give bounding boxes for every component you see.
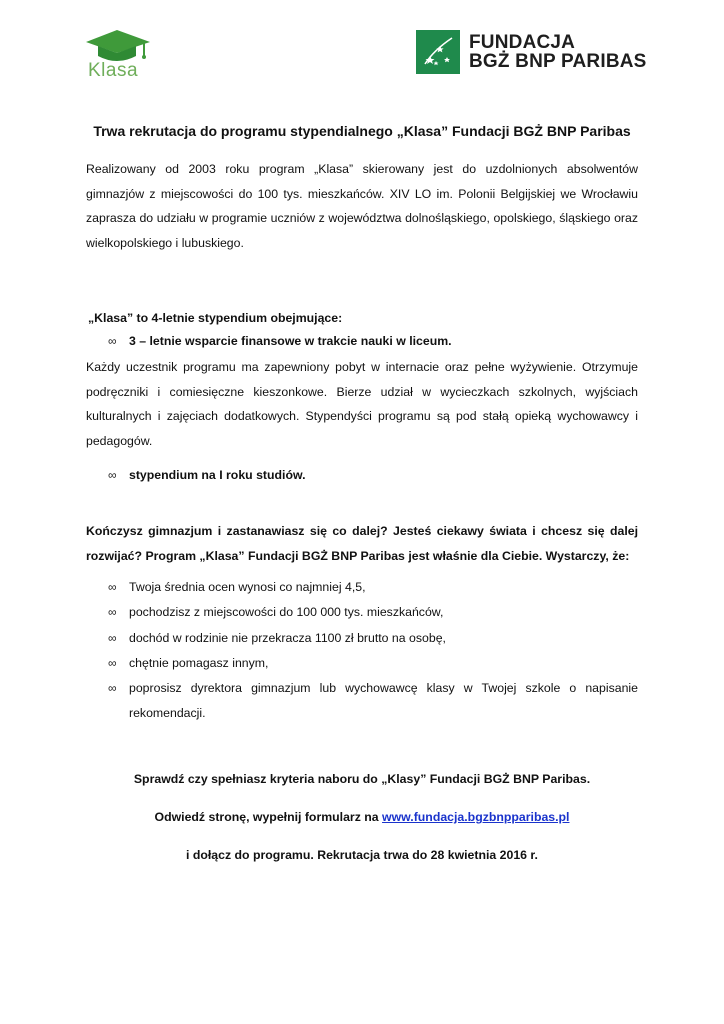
page-title: Trwa rekrutacja do programu stypendialnego „Klasa” Fundacji BGŻ BNP Paribas	[93, 123, 631, 139]
infinity-bullet-icon: ∞	[108, 605, 117, 619]
scholarship-item-label: stypendium na I roku studiów.	[129, 468, 306, 482]
intro-paragraph: Realizowany od 2003 roku program „Klasa” skierowany jest do uzdolnionych absolwentów gimnazjów z miejscowości do 100 tys. mieszkańców. XIV LO im. Polonii Belgijskiej we Wrocławiu zaprasza do udziału w programie uczniów z województwa dolnośląskiego, opolskiego, śląskiego oraz wielkopolskiego i lubuskiego.	[86, 162, 638, 250]
klasa-logo-text: Klasa	[88, 60, 139, 81]
foundation-website-link[interactable]: www.fundacja.bgzbnpparibas.pl	[382, 810, 570, 824]
footer-visit-prefix: Odwiedź stronę, wypełnij formularz na	[154, 810, 383, 824]
infinity-bullet-icon: ∞	[108, 334, 117, 348]
infinity-bullet-icon: ∞	[108, 681, 117, 695]
criteria-item-text: pochodzisz z miejscowości do 100 000 tys. mieszkańców,	[129, 605, 444, 619]
foundation-logo-line2: BGŻ BNP PARIBAS	[469, 51, 647, 72]
footer-visit-site	[86, 810, 638, 824]
footer-deadline: i dołącz do programu. Rekrutacja trwa do 28 kwietnia 2016 r.	[186, 848, 538, 862]
footer-check-criteria: Sprawdź czy spełniasz kryteria naboru do „Klasy” Fundacji BGŻ BNP Paribas.	[133, 772, 591, 786]
infinity-bullet-icon: ∞	[108, 468, 117, 482]
scholarship-heading: „Klasa” to 4-letnie stypendium obejmujące:	[88, 311, 343, 325]
criteria-item-text: poprosisz dyrektora gimnazjum lub wychowawcę klasy w Twojej szkole o napisanie rekomendacji.	[129, 681, 638, 720]
infinity-bullet-icon: ∞	[108, 656, 117, 670]
call-to-action-paragraph: Kończysz gimnazjum i zastanawiasz się co dalej? Jesteś ciekawy świata i chcesz się dalej rozwijać? Program „Klasa” Fundacji BGŻ BNP Paribas jest właśnie dla Ciebie. Wystarczy, że:	[86, 524, 638, 563]
criteria-item-text: dochód w rodzinie nie przekracza 1100 zł brutto na osobę,	[129, 631, 446, 645]
infinity-bullet-icon: ∞	[108, 631, 117, 645]
criteria-item-text: chętnie pomagasz innym,	[129, 656, 269, 670]
bnp-stars-icon	[416, 30, 460, 74]
infinity-bullet-icon: ∞	[108, 580, 117, 594]
criteria-item-text: Twoja średnia ocen wynosi co najmniej 4,5,	[129, 580, 366, 594]
scholarship-item-description: Każdy uczestnik programu ma zapewniony pobyt w internacie oraz pełne wyżywienie. Otrzymuje podręczniki i comiesięczne kieszonkowe. Bierze udział w wycieczkach szkolnych, wyjściach kulturalnych i zajęciach dodatkowych. Stypendyści programu są pod stałą opieką wychowawcy i pedagogów.	[86, 360, 638, 448]
foundation-logo	[416, 30, 648, 76]
scholarship-item-label: 3 – letnie wsparcie finansowe w trakcie nauki w liceum.	[129, 334, 452, 348]
foundation-logo-line1: FUNDACJA	[469, 32, 576, 53]
